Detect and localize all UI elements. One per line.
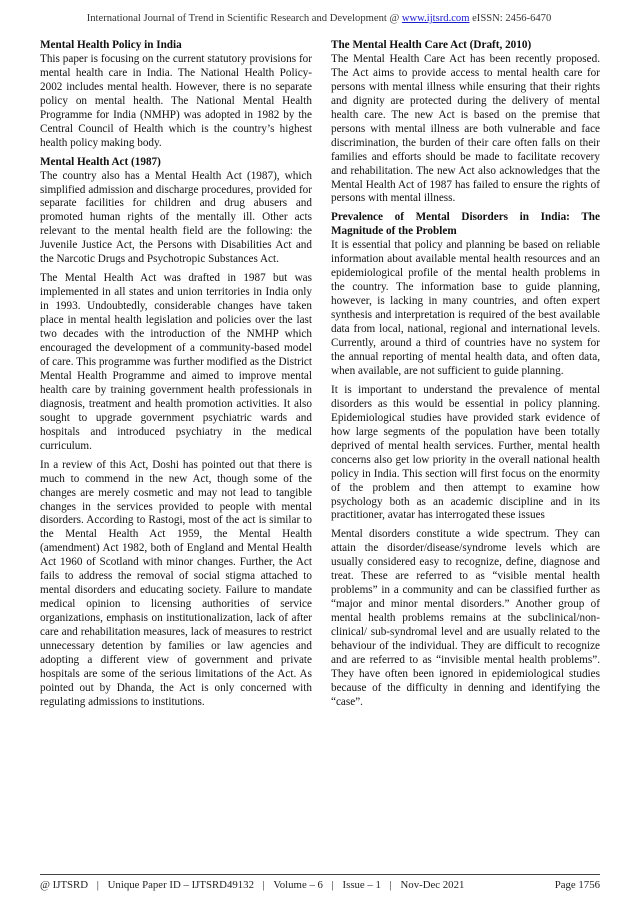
- journal-title: International Journal of Trend in Scientific Research and Development @: [86, 13, 402, 24]
- paragraph: It is important to understand the prevalence of mental disorders as this would be essential in policy planning. Epidemiological studies have provided stark evidence of how large segments of the population have been totally deprived of mental health services. Further, mental health concerns also get low priority in the overall national health policy in India. This section will first focus on the enormity of the problem and then attempt to examine how psychology both as an academic discipline and in its practitioner, avatar has interrogated these issues: [331, 383, 600, 522]
- paragraph: It is essential that policy and planning be based on reliable information about available mental health resources and an epidemiological profile of the mental health problems in the country. The information base to guide planning, however, is lacking in many countries, and often expert synthesis and interpretation is required of the best available data from local, national, regional and international levels. Currently, around a third of countries have no system for the annual reporting of mental health data, and often data, when available, are not sufficient to guide planning.: [331, 239, 600, 377]
- left-column: [40, 39, 312, 715]
- footer-volume: Volume – 6: [273, 879, 323, 891]
- section-heading-prevalence: Prevalence of Mental Disorders in India: The Magnitude of the Problem: [331, 211, 600, 238]
- footer-issue: Issue – 1: [342, 879, 381, 891]
- footer-separator: |: [262, 879, 265, 891]
- page-number: Page 1756: [554, 879, 600, 891]
- paragraph: In a review of this Act, Doshi has pointed out that there is much to commend in the new Act, though some of the changes are merely cosmetic and may not lead to tangible changes in the services provided to people with mental disorders. According to Rastogi, most of the act is similar to the Mental Health Act 1959, the Mental Health (amendment) Act 1982, both of England and Mental Health Act 1960 of Scotland with minor changes. Further, the Act fails to address the removal of social stigma attached to mental disorders and educating society. Failure to mandate medical opinion to licensing authorities of service organizations, emphasis on institutionalization, lack of after care and rehabilitation measures, lack of measures to restrict unnecessary detention by families or law agencies and adopting a different view of government and private hospitals are some of the serious limitations of the Act. As pointed out by Dhanda, the Act is only concerned with regulating admissions to institutions.: [40, 458, 312, 708]
- section-heading-mhca-2010: The Mental Health Care Act (Draft, 2010): [331, 39, 532, 51]
- right-column: [331, 39, 600, 715]
- running-footer: [40, 879, 600, 891]
- footer-journal: @ IJTSRD: [40, 879, 89, 891]
- paragraph: Mental disorders constitute a wide spectrum. They can attain the disorder/disease/syndrome levels which are usually considered easy to recognize, define, diagnose and treat. These are referred to as “visible mental health problems” in a community and can be classified further as “major and minor mental disorders.” Another group of mental health problems remains at the subclinical/non-clinical/ sub-syndromal level and are usually related to the behaviour of the individual. They are difficult to recognize and are referred to as “invisible mental health problems”. They have often been ignored in epidemiological studies because of the difficulty in denning and identifying the “case”.: [331, 528, 600, 708]
- footer-date: Nov-Dec 2021: [400, 879, 465, 891]
- paragraph: The Mental Health Care Act has been recently proposed. The Act aims to provide access to mental health care for persons with mental illness while ensuring that their rights and dignity are protected during the delivery of mental health care. The new Act is based on the premise that persons with mental illness are both vulnerable and face discrimination, the burden of their care often falls on their families and efforts should be made to facilitate recovery and rehabilitation. The new Act also acknowledges that the Mental Health Act of 1987 has failed to ensure the rights of persons with mental illness.: [331, 52, 600, 205]
- section-heading-policy: Mental Health Policy in India: [40, 39, 182, 51]
- footer-separator: |: [96, 879, 99, 891]
- paragraph: The country also has a Mental Health Act (1987), which simplified admission and discharge procedures, provided for separate facilities for children and drug abusers and promoted human rights of the mentally ill. Other acts relevant to the mental health field are the following: the Juvenile Justice Act, the Persons with Disabilities Act and the Narcotic Drugs and Psychotropic Substances Act.: [40, 169, 312, 266]
- footer-separator: |: [331, 879, 334, 891]
- issn: eISSN: 2456-6470: [469, 13, 552, 24]
- journal-website-link[interactable]: www.ijtsrd.com: [401, 13, 470, 24]
- paragraph: This paper is focusing on the current statutory provisions for mental health care in India. The National Health Policy-2002 includes mental health. However, there is no separate policy on mental health. The National Mental Health Programme for India (NMHP) was adopted in 1982 by the Central Council of Health which is the country’s highest health policy making body.: [40, 52, 312, 149]
- section-heading-mha-1987: Mental Health Act (1987): [40, 155, 161, 168]
- footer-separator: |: [389, 879, 392, 891]
- paragraph: The Mental Health Act was drafted in 1987 but was implemented in all states and union territories in India only in 1993. Undoubtedly, considerable changes have taken place in mental health legislation and policies over the last two decades with the introduction of the NMHP which encouraged the development of a community-based model of care. This programme was further modified as the District Mental Health Programme and aimed to improve mental health care by training government health professionals in diagnosis, treatment and health promotion activities. It also sought to upgrade government psychiatric wards and hospitals and introduced psychiatry in the medical curriculum.: [40, 272, 312, 452]
- footer-divider: [40, 874, 600, 875]
- footer-paper-id: Unique Paper ID – IJTSRD49132: [107, 879, 254, 891]
- running-header: [0, 13, 638, 24]
